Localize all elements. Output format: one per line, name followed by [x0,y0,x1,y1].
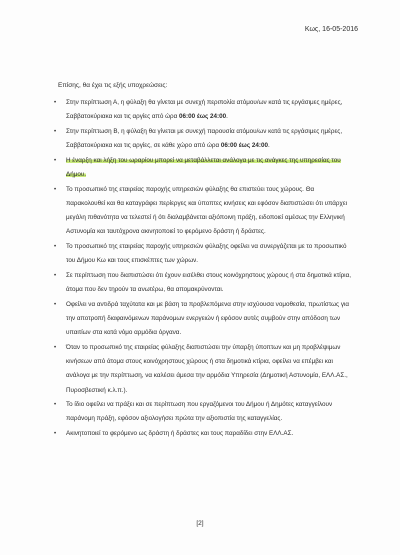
bullet-icon: • [54,344,57,351]
list-item: • Στην περίπτωση Α, η φύλαξη θα γίνεται με συνεχή περιπολία ατόμου/ων κατά τις εργάσιμες ημέρες, Σαββατοκύριακα και τις αργίες από ώρα 06:00 έως 24:00. [52,96,354,124]
list-item [52,154,354,182]
list-item: • Όταν το προσωπικό της εταιρείας φύλαξης διαπιστώσει την ύπαρξη ύποπτων και μη προβλέψιμων κινήσεων από άτομα στους κοινόχρηστους χώρους ή στα δημοτικά κτίρια, οφείλει να επέμβει και ανάλογα με την περίπτωση, να καλέσει άμεσα την αρμόδια Υπηρεσία (Δημοτική Αστυνομία, ΕΛΛ.ΑΣ., Πυροσβεστική κ.λ.π.). [52,341,354,398]
document-date: Κως, 16-05-2016 [304,26,358,33]
time-range: 06:00 έως 24:00 [220,142,269,150]
list-item: • Το προσωπικό της εταιρείας παροχής υπηρεσιών φύλαξης οφείλει να συνεργάζεται με το προσωπικό του Δήμου Κω και τους επισκέπτες των χώρων. [52,240,354,268]
list-item: • Το προσωπικό της εταιρείας παροχής υπηρεσιών φύλαξης θα επιστεύει τους χώρους. Θα παρακολουθεί και θα καταγράφει περίεργες και ύποπτες κινήσεις και εφόσον διαπιστώσει ότι υπάρχει μεγάλη πιθανότητα να τελεστεί ή ότι διαλαμβάνεται αξιόποινη πράξη, ειδοποιεί αμέσως την Ελληνική Αστυνομία και ταυτόχρονα ακινητοποιεί το φερόμενο δράστη ή δράστες. [52,183,354,240]
bullet-icon: • [54,186,57,193]
page-number: [2] [196,520,204,527]
bullet-icon: • [54,157,57,164]
bullet-icon: • [54,402,57,409]
bullet-icon: • [54,128,57,135]
bullet-icon: • [54,100,57,106]
bullet-icon: • [54,272,57,279]
highlighted-text: Η έναρξη και λήξη του ωραρίου μπορεί να μεταβάλλεται ανάλογα με τις ανάγκες της υπηρεσίας του Δήμου. [66,156,341,179]
time-range: 06:00 έως 24:00 [179,113,227,121]
list-item: • Σε περίπτωση που διαπιστώσει ότι έχουν εισέλθει στους κοινόχρηστους χώρους ή στα δημοτικά κτίρια, άτομα που δεν τηρούν τα ανωτέρω, θα απομακρύνονται. [52,269,354,297]
list-item: • Οφείλει να αντιδρά ταχύτατα και με βάση τα προβλεπόμενα στην ισχύουσα νομοθεσία, πρωτίστως για την αποτροπή διαφαινόμενων παράνομων ενεργειών ή εφόσον αυτές συμβούν στην απόδοση των υπαιτίων στα κατά νόμο αρμόδια όργανα. [52,298,354,341]
bullet-icon: • [54,431,57,438]
bullet-icon: • [54,244,57,251]
intro-text: Επίσης, θα έχει τις εξής υποχρεώσεις: [58,82,168,89]
bullet-icon: • [54,301,57,308]
list-item: • Στην περίπτωση Β, η φύλαξη θα γίνεται με συνεχή παρουσία ατόμου/ων κατά τις εργάσιμες ημέρες, Σαββατοκύριακα και τις αργίες, σε κάθε χώρο από ώρα 06:00 έως 24:00. [52,125,354,153]
obligations-list [52,96,354,442]
list-item: • Το ίδιο οφείλει να πράξει και σε περίπτωση που εργαζόμενοι του Δήμου ή Δημότες καταγγείλουν παράνομη πράξη, εφόσον αξιολογήσει πρώτα την αξιοπιστία της καταγγελίας. [52,398,354,426]
list-item: • Ακινητοποιεί το φερόμενο ως δράστη ή δράστες και τους παραδίδει στην ΕΛΛ.ΑΣ. [52,427,354,441]
